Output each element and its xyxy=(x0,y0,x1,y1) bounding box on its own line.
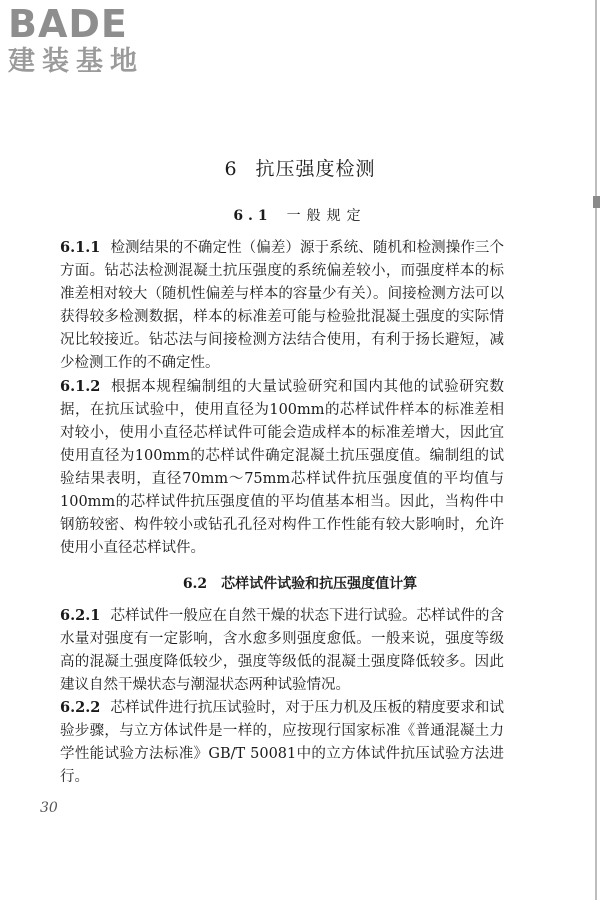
clause-number: 6.1.2 xyxy=(60,378,101,395)
clause-6-1-2 xyxy=(60,375,504,560)
logo-wordmark: BADE xyxy=(8,2,128,46)
clause-6-2-2 xyxy=(60,696,504,789)
chapter-number: 6 xyxy=(224,158,238,180)
clause-number: 6.1.1 xyxy=(60,239,101,256)
section-number: 6.2 xyxy=(182,576,208,592)
clause-6-2-1 xyxy=(60,604,504,697)
section-title: 芯样试件试验和抗压强度值计算 xyxy=(221,576,418,592)
page-number: 30 xyxy=(40,800,58,816)
section-heading-6-2 xyxy=(0,573,600,593)
chapter-title-text: 抗压强度检测 xyxy=(255,158,376,180)
chapter-title xyxy=(0,154,600,181)
logo-subtitle: 建装基地 xyxy=(8,46,144,77)
clause-number: 6.2.2 xyxy=(60,699,101,716)
section-number: 6.1 xyxy=(233,208,273,224)
clause-text: 检测结果的不确定性（偏差）源于系统、随机和检测操作三个方面。钻芯法检测混凝土抗压强度的系统偏差较小，而强度样本的标准差相对较大（随机性偏差与样本的容量少有关）。间接检测方法可以获得较多检测数据，样本的标准差可能与检验批混凝土强度的实际情况比较接近。钻芯法与间接检测方法结合使用，有利于扬长避短，减少检测工作的不确定性。 xyxy=(60,240,504,371)
section-title: 一般规定 xyxy=(286,208,367,224)
clause-text: 芯样试件一般应在自然干燥的状态下进行试验。芯样试件的含水量对强度有一定影响，含水愈多则强度愈低。一般来说，强度等级高的混凝土强度降低较少，强度等级低的混凝土强度降低较多。因此建议自然干燥状态与潮湿状态两种试验情况。 xyxy=(60,608,504,693)
bade-logo xyxy=(8,4,180,78)
clause-text: 根据本规程编制组的大量试验研究和国内其他的试验研究数据，在抗压试验中，使用直径为100mm的芯样试件样本的标准差相对较小，使用小直径芯样试件可能会造成样本的标准差增大，因此宜使用直径为100mm的芯样试件确定混凝土抗压强度值。编制组的试验结果表明，直径70mm～75mm芯样试件抗压强度值的平均值与100mm的芯样试件抗压强度值的平均值基本相当。因此，当构件中钢筋较密、构件较小或钻孔孔径对构件工作性能有较大影响时，允许使用小直径芯样试件。 xyxy=(60,379,504,556)
clause-number: 6.2.1 xyxy=(60,607,101,624)
section-heading-6-1 xyxy=(0,205,600,225)
clause-text: 芯样试件进行抗压试验时，对于压力机及压板的精度要求和试验步骤，与立方体试件是一样的，应按现行国家标准《普通混凝土力学性能试验方法标准》GB/T 50081中的立方体试件抗压试验方法进行。 xyxy=(60,700,504,785)
clause-6-1-1 xyxy=(60,236,504,375)
page-edge-line xyxy=(595,0,597,900)
